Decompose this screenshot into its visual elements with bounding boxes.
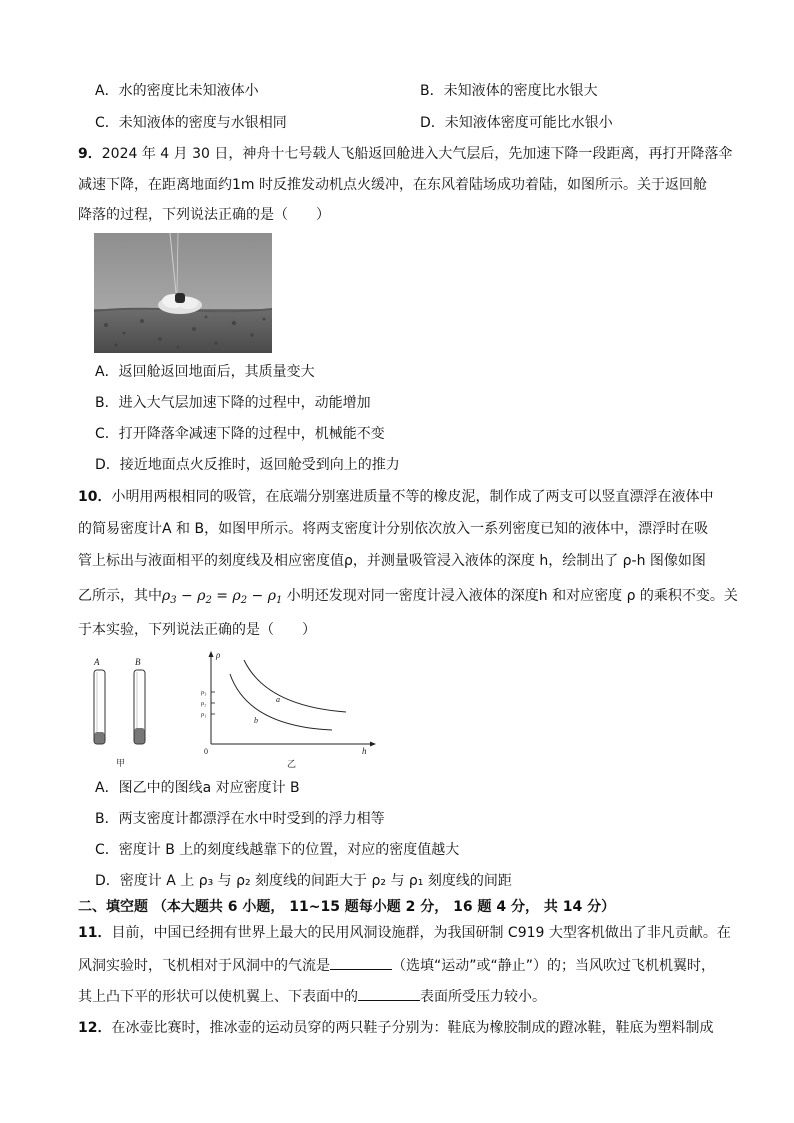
tube-b-label: B — [135, 657, 141, 667]
q11-number: 11． — [78, 925, 112, 941]
q11-line3-pre: 其上凸下平的形状可以使机翼上、下表面中的 — [78, 989, 358, 1005]
q10-option-c: C．密度计 B 上的刻度线越靠下的位置，对应的密度值越大 — [95, 842, 460, 858]
q10-line4-post: 小明还发现对同一密度计浸入液体的深度h 和对应密度 ρ 的乘积不变。关 — [282, 588, 738, 604]
q9-text-1: 2024 年 4 月 30 日，神舟十七号载人飞船返回舱进入大气层后，先加速下降一段距离，再打开降落伞 — [101, 146, 733, 162]
q10-option-b: B．两支密度计都漂浮在水中时受到的浮力相等 — [95, 811, 385, 827]
q10-stem-line2: 的简易密度计A 和 B，如图甲所示。将两支密度计分别依次放入一系列密度已知的液体中，漂浮时在吸 — [78, 521, 709, 537]
q9-stem-line1 — [78, 144, 732, 164]
q11-line2-pre: 风洞实验时，飞机相对于风洞中的气流是 — [78, 958, 330, 974]
capsule-landing-photo — [94, 233, 272, 353]
q10-formula: $\rho_3 - \rho_2 = \rho_2 - \rho_1$ — [162, 588, 283, 606]
q10-stem-line4 — [78, 586, 738, 611]
q10-stem-line1 — [78, 487, 713, 507]
section2-heading: 二、填空题 （本大题共 6 小题， 11~15 题每小题 2 分， 16 题 4 分， 共 14 分） — [78, 899, 616, 915]
answer-blank-2[interactable] — [358, 986, 420, 1001]
q8-option-c: C．未知液体的密度与水银相同 — [95, 115, 287, 131]
q9-option-d: D．接近地面点火反推时，返回舱受到向上的推力 — [95, 457, 400, 473]
q9-option-b: B．进入大气层加速下降的过程中，动能增加 — [95, 395, 371, 411]
y-axis-label: ρ — [216, 650, 221, 660]
q10-figure — [84, 648, 384, 772]
q11-line2-post: （选填“运动”或“静止”）的；当风吹过飞机机翼时， — [392, 958, 716, 974]
q8-option-d: D．未知液体密度可能比水银小 — [420, 115, 613, 131]
q10-stem-line3: 管上标出与液面相平的刻度线及相应密度值ρ，并测量吸管浸入液体的深度 h，绘制出了 ρ-h 图像如图 — [78, 553, 706, 569]
q12-text-1: 在冰壶比赛时，推冰壶的运动员穿的两只鞋子分别为：鞋底为橡胶制成的蹬冰鞋，鞋底为塑料制成 — [111, 1020, 714, 1036]
q9-stem-line2: 减速下降，在距离地面约1m 时反推发动机点火缓冲，在东风着陆场成功着陆，如图所示。关于返回舱 — [78, 177, 707, 193]
tube-b-clay — [135, 728, 145, 744]
q10-number: 10． — [78, 489, 112, 505]
q11-stem-line1 — [78, 923, 731, 943]
q11-line3-post: 表面所受压力较小。 — [420, 989, 546, 1005]
rho2-label: ρ₂ — [201, 700, 207, 707]
curve-a-label: a — [276, 695, 280, 704]
q9-number: 9． — [78, 146, 102, 162]
rho3-label: ρ₃ — [201, 689, 207, 696]
tube-a-label: A — [94, 657, 100, 667]
q8-option-b: B．未知液体的密度比水银大 — [420, 83, 598, 99]
q10-line4-pre: 乙所示，其中 — [78, 588, 162, 604]
q10-text-1: 小明用两根相同的吸管，在底端分别塞进质量不等的橡皮泥，制作成了两支可以竖直漂浮在液体中 — [111, 489, 714, 505]
q12-number: 12． — [78, 1020, 112, 1036]
origin-label: 0 — [204, 747, 208, 756]
answer-blank-1[interactable] — [330, 955, 392, 970]
rho1-label: ρ₁ — [201, 711, 207, 718]
q11-stem-line2 — [78, 955, 715, 976]
q8-option-a: A．水的密度比未知液体小 — [95, 83, 259, 99]
curve-b — [230, 674, 332, 730]
q11-stem-line3 — [78, 986, 546, 1007]
x-axis-label: h — [362, 746, 367, 756]
q10-option-d: D．密度计 A 上 ρ₃ 与 ρ₂ 刻度线的间距大于 ρ₂ 与 ρ₁ 刻度线的间距 — [95, 873, 512, 889]
q9-option-a: A．返回舱返回地面后，其质量变大 — [95, 364, 315, 380]
q9-option-c: C．打开降落伞减速下降的过程中，机械能不变 — [95, 426, 385, 442]
tube-a-clay — [95, 732, 105, 744]
q10-option-a: A．图乙中的图线a 对应密度计 B — [95, 780, 300, 796]
curve-a — [244, 660, 346, 712]
figure-jia-label: 甲 — [116, 758, 126, 768]
figure-yi-label: 乙 — [287, 759, 297, 769]
q10-stem-line5: 于本实验，下列说法正确的是（ ） — [78, 622, 316, 638]
curve-b-label: b — [254, 716, 258, 725]
q9-stem-line3: 降落的过程，下列说法正确的是（ ） — [78, 207, 330, 223]
q11-text-1: 目前，中国已经拥有世界上最大的民用风洞设施群，为我国研制 C919 大型客机做出了非凡贡献。在 — [111, 925, 731, 941]
q12-stem-line1 — [78, 1018, 713, 1038]
